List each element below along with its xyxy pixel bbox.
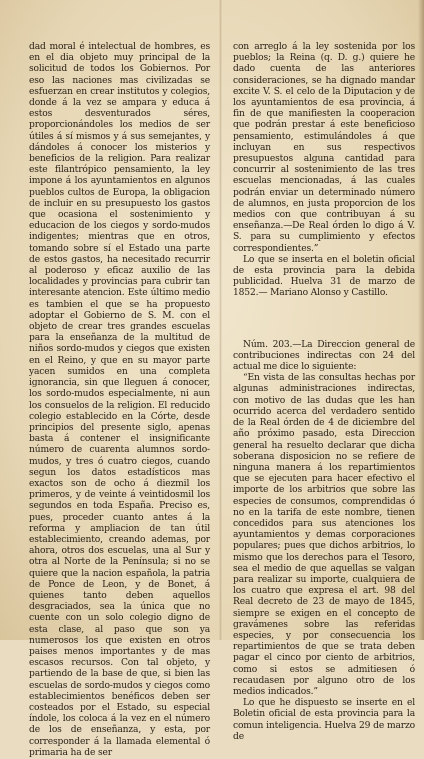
left-paragraph-1: dad moral é intelectual de hombres, es en el dia objeto muy principal de la solicitud de todos los Gobiernos. Por eso las naciones mas civilizadas se esfuerzan en crear institutos y colegios, donde á la vez se ampara y educa á estos desventurados séres, proporcionándoles los medios de ser útiles á sí mismos y á sus semejantes, y dándoles á conocer los misterios y beneficios de la religion. Para realizar este filantrópico pensamiento, la ley impone á los ayuntamientos en algunos pueblos cultos de Europa, la obligacion de incluir en su presupuesto los gastos que ocasiona el sostenimiento y educacion de los ciegos y sordo-mudos indigentes; mientras que en otros, tomando sobre sí el Estado una parte de estos gastos, ha necesitado recurrir al poderoso y eficaz auxilio de las localidades y provincias para cubrir tan interesante atencion. Este último medio es tambien el que se ha propuesto adoptar el Gobierno de S. M. con el objeto de crear tres grandes escuelas para la enseñanza de la multitud de niños sordo-mudos y ciegos que existen en el Reino, y que en su mayor parte yacen sumidos en una completa ignorancia, sin que lleguen á conocer, los sordo-mudos especialmente, ni aun los consuelos de la religion. El reducido colegio establecido en la Córte, desde principios del presente siglo, apenas basta á contener el insignificante número de cuarenta alumnos sordo-mudos, y tres ó cuatro ciegos, cuando segun los datos estadísticos mas exactos son de ocho á diezmil los primeros, y de veinte á veintidosmil los segundos en toda España. Preciso es, pues, proceder cuanto antes á la reforma y ampliacion de tan útil establecimiento, creando ademas, por ahora, otros dos escuelas, una al Sur y otra al Norte de la Península; si no se quiere que la nacion española, la patria de Ponce de Leon, y de Bonet, á quienes tanto deben aquellos desgraciados, sea la única que no cuente con un solo colegio digno de esta clase, al paso que son ya numerosos los que existen en otros paises menos importantes y de mas escasos recursos. Con tal objeto, y partiendo de la base de que, si bien las escuelas de sordo-mudos y ciegos como establecimientos benéficos deben ser costeados por el Estado, su especial índole, los coloca á la vez en el número de los de enseñanza, y esta, por corresponder á la llamada elemental ó primaria ha de ser: [29, 42, 210, 758]
right-paragraph-2: Lo que se inserta en el boletin oficial de esta provincia para la debida publicidad. Huelva 31 de marzo de 1852.— Mariano Alonso y Castillo.: [233, 254, 415, 299]
page-fold-shadow: [219, 0, 222, 640]
right-paragraph-4: “En vista de las consultas hechas por algunas administraciones indirectas, con motivo de las dudas que les han ocurrido acerca del verdadero sentido de la Real órden de 4 de diciembre del año próximo pasado, esta Direccion general ha resuelto declarar que dicha soberana disposicion no se refiere de ninguna manera á los repartimientos que se ejecuten para hacer efectivo el importe de los arbitrios que sobre las especies de consumos, comprendidas ó no en la tarifa de este nombre, tienen concedidos para sus atenciones los ayuntamientos y demas corporaciones populares; pues que dichos arbitrios, lo mismo que los derechos para el Tesoro, sea el medio de que aquellas se valgan para realizar su importe, cualquiera de los cuatro que expresa el art. 98 del Real decreto de 23 de mayo de 1845, siempre se exigen en el concepto de gravámenes sobre las referidas especies, y por consecuencia los repartimientos de que se trata deben pagar el cinco por ciento de arbitrios, como si estos se admitiesen ó recaudasen por alguno otro de los medios indicados.”: [233, 373, 415, 697]
article-number-paragraph: Núm. 203.—La Direccion general de contribuciones indirectas con 24 del actual me dice lo siguiente:: [233, 339, 415, 373]
right-column: [233, 42, 415, 743]
left-column: [29, 42, 210, 759]
page-edge-shadow: [418, 0, 424, 640]
right-paragraph-1: con arreglo á la ley sostenida por los pueblos; la Reina (q. D. g.) quiere he dado cuenta de las anteriores consideraciones, se ha dignado mandar excite V. S. el celo de la Diputacion y de los ayuntamientos de esa provincia, á fin de que manifiesten la cooperacion que podrán prestar á este beneficioso pensamiento, estimulándoles á que incluyan en sus respectivos presupuestos alguna cantidad para concurrir al sostenimiento de las tres escuelas mencionadas, á las cuales podrán enviar un determinado número de alumnos, en justa proporcion de los medios con que contribuyan á su enseñanza.—De Real órden lo digo á V. S. para su cumplimiento y efectos correspondientes.”: [233, 42, 415, 254]
right-paragraph-5: Lo que he dispuesto se inserte en el Boletin oficial de esta provincia para la comun inteligencia. Huelva 29 de marzo de: [233, 698, 415, 742]
